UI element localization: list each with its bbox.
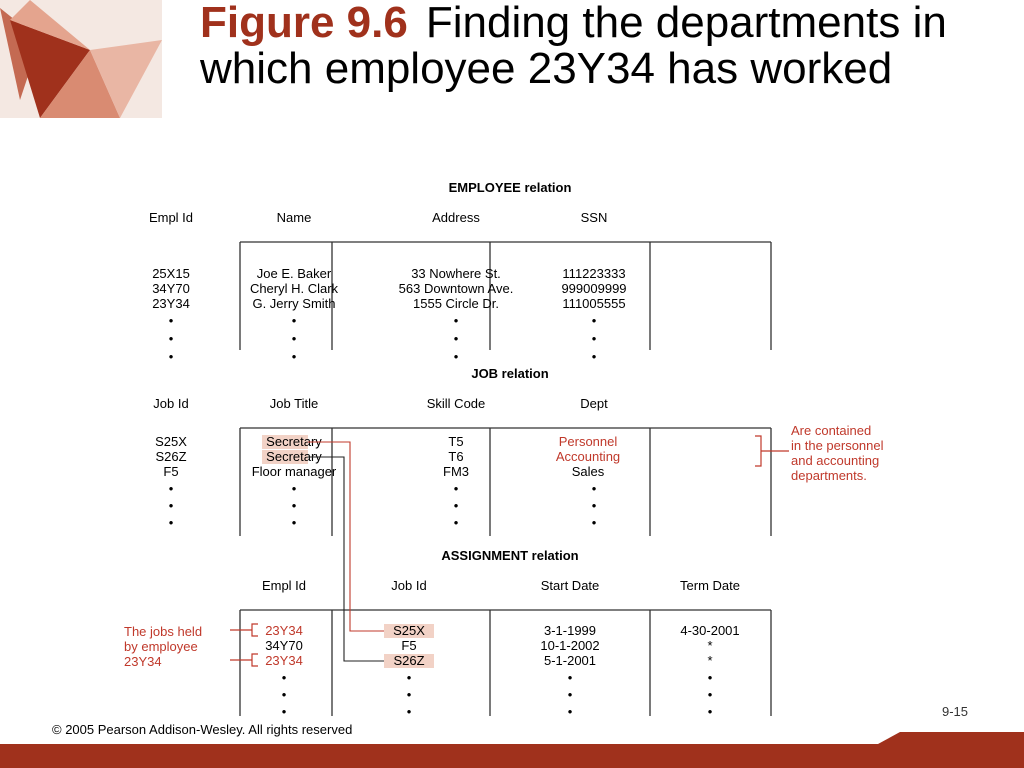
assignment-cell: F5 (401, 638, 417, 653)
continuation-dot: • (168, 331, 174, 346)
assignment-header: Start Date (540, 578, 600, 593)
assignment-cell: 5-1-2001 (543, 653, 597, 668)
job-header: Job Title (269, 396, 319, 411)
continuation-dot: • (591, 331, 597, 346)
continuation-dot: • (453, 481, 459, 496)
job-cell: FM3 (443, 464, 469, 479)
continuation-dot: • (591, 349, 597, 364)
employee-cell: G. Jerry Smith (252, 296, 336, 311)
assignment-cell: * (707, 638, 713, 653)
assignment-cell: S26Z (393, 653, 425, 668)
continuation-dot: • (406, 670, 412, 685)
employee-header: Address (432, 210, 480, 225)
jobs-note: 23Y34 (124, 654, 162, 669)
jobs-note: The jobs held (124, 624, 203, 639)
continuation-dot: • (281, 704, 287, 716)
continuation-dot: • (707, 670, 713, 685)
job-header: Job Id (153, 396, 189, 411)
job-cell: F5 (163, 464, 179, 479)
job-cell: Secretary (266, 449, 322, 464)
continuation-dot: • (168, 481, 174, 496)
continuation-dot: • (291, 481, 297, 496)
job-cell: S26Z (155, 449, 187, 464)
continuation-dot: • (591, 515, 597, 530)
continuation-dot: • (291, 515, 297, 530)
employee-header: Empl Id (148, 210, 194, 225)
assignment-cell: 23Y34 (265, 653, 303, 668)
assignment-cell: * (707, 653, 713, 668)
continuation-dot: • (453, 498, 459, 513)
employee-cell: Cheryl H. Clark (249, 281, 339, 296)
figure-caption: Finding the departments in which employee 23Y34 has worked (200, 0, 947, 93)
continuation-dot: • (453, 515, 459, 530)
figure-panel (114, 172, 906, 716)
origami-crane-logo (0, 0, 162, 118)
continuation-dot: • (291, 313, 297, 328)
continuation-dot: • (291, 331, 297, 346)
assignment-cell: 3-1-1999 (543, 623, 597, 638)
continuation-dot: • (406, 704, 412, 716)
continuation-dot: • (168, 515, 174, 530)
continuation-dot: • (591, 313, 597, 328)
employee-cell: 999009999 (561, 281, 627, 296)
continuation-dot: • (591, 498, 597, 513)
employee-header: SSN (580, 210, 608, 225)
continuation-dot: • (453, 331, 459, 346)
continuation-dot: • (168, 498, 174, 513)
job-cell: T5 (448, 434, 464, 449)
continuation-dot: • (567, 670, 573, 685)
employee-cell: 33 Nowhere St. (411, 266, 501, 281)
job-cell: Accounting (555, 449, 621, 464)
employee-cell: 25X15 (152, 266, 190, 281)
continuation-dot: • (707, 687, 713, 702)
employee-cell: 1555 Circle Dr. (413, 296, 499, 311)
figure-number: Figure 9.6 (200, 0, 408, 47)
assignment-cell: 4-30-2001 (680, 623, 740, 638)
job-heading: JOB relation (471, 366, 549, 381)
continuation-dot: • (168, 349, 174, 364)
employee-cell: 111223333 (562, 266, 626, 281)
job-cell: Personnel (558, 434, 618, 449)
continuation-dot: • (453, 313, 459, 328)
continuation-dot: • (168, 313, 174, 328)
continuation-dot: • (453, 349, 459, 364)
job-header: Dept (580, 396, 608, 411)
assignment-cell: S25X (393, 623, 425, 638)
dept-note: departments. (791, 468, 867, 483)
job-cell: S25X (155, 434, 187, 449)
dept-note: and accounting (791, 453, 880, 468)
job-cell: Secretary (266, 434, 322, 449)
dept-note: in the personnel (791, 438, 884, 453)
continuation-dot: • (567, 704, 573, 716)
employee-header: Name (276, 210, 312, 225)
jobs-bracket (230, 624, 258, 666)
assignment-cell: 10-1-2002 (540, 638, 600, 653)
continuation-dot: • (406, 687, 412, 702)
copyright-text: © 2005 Pearson Addison-Wesley. All rights reserved (52, 722, 353, 737)
employee-cell: 563 Downtown Ave. (398, 281, 514, 296)
page-number: 9-15 (942, 704, 969, 719)
employee-cell: 111005555 (562, 296, 626, 311)
continuation-dot: • (707, 704, 713, 716)
assignment-header: Empl Id (261, 578, 307, 593)
dept-bracket (755, 436, 789, 466)
assignment-cell: 23Y34 (265, 623, 303, 638)
job-cell: Sales (571, 464, 605, 479)
assignment-cell: 34Y70 (265, 638, 303, 653)
employee-cell: 34Y70 (152, 281, 190, 296)
relations-diagram (114, 172, 906, 716)
dept-note: Are contained (791, 423, 872, 438)
continuation-dot: • (291, 349, 297, 364)
job-header: Skill Code (426, 396, 486, 411)
jobs-note: by employee (124, 639, 198, 654)
job-cell: Floor manager (251, 464, 337, 479)
employee-cell: Joe E. Baker (256, 266, 332, 281)
continuation-dot: • (281, 687, 287, 702)
assignment-heading: ASSIGNMENT relation (441, 548, 579, 563)
continuation-dot: • (591, 481, 597, 496)
assignment-header: Term Date (680, 578, 740, 593)
job-cell: T6 (448, 449, 464, 464)
assignment-header: Job Id (391, 578, 427, 593)
employee-heading: EMPLOYEE relation (448, 180, 572, 195)
connector-s26z (308, 457, 384, 661)
continuation-dot: • (567, 687, 573, 702)
continuation-dot: • (281, 670, 287, 685)
slide-title (200, 0, 1000, 92)
employee-cell: 23Y34 (152, 296, 190, 311)
continuation-dot: • (291, 498, 297, 513)
